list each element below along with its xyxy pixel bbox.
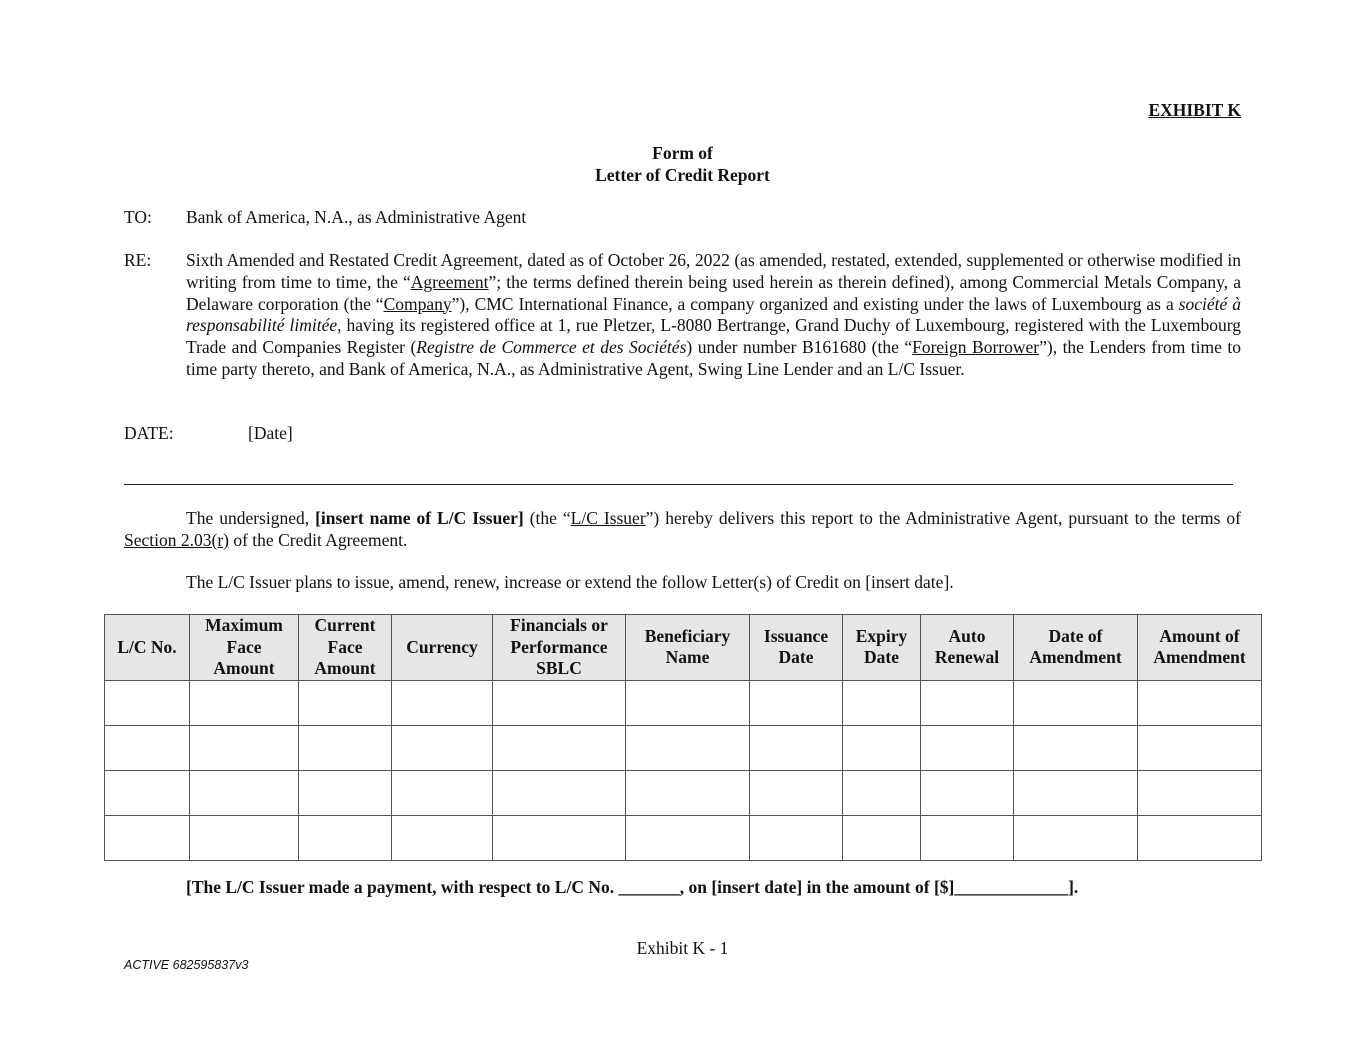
re-paragraph: Sixth Amended and Restated Credit Agreement, dated as of October 26, 2022 (as amended, restated, extended, supplemented or otherwise modified in writing from time to time, the “Agreement”; the terms defined therein being used herein as therein defined), among Commercial Metals Company, a Delaware corporation (the “Company”), CMC International Finance, a company organized and existing under the laws of Luxembourg as a société à responsabilité limitée, having its registered office at 1, rue Pletzer, L-8080 Bertrange, Grand Duchy of Luxembourg, registered with the Luxembourg Trade and Companies Register (Registre de Commerce et des Sociétés) under number B161680 (the “Foreign Borrower”), the Lenders from time to time party thereto, and Bank of America, N.A., as Administrative Agent, Swing Line Lender and an L/C Issuer.	[186, 250, 1242, 379]
table-cell	[750, 680, 843, 725]
section-reference: Section 2.03(r)	[124, 529, 229, 550]
table-cell	[1014, 725, 1138, 770]
table-cell	[1014, 770, 1138, 815]
table-cell	[626, 770, 750, 815]
table-cell	[750, 815, 843, 860]
column-header	[921, 615, 1014, 681]
defined-term-foreign-borrower: Foreign Borrower	[912, 337, 1040, 358]
column-header-line: Beneficiary	[644, 625, 731, 646]
date-value: [Date]	[248, 423, 293, 443]
column-header	[1138, 615, 1262, 681]
table-cell	[190, 725, 299, 770]
table-cell	[299, 680, 392, 725]
horizontal-divider	[124, 484, 1233, 485]
column-header-line: Amount of	[1159, 625, 1240, 646]
column-header-line: Amendment	[1153, 647, 1246, 668]
table-cell	[392, 815, 493, 860]
column-header-line: L/C No.	[117, 636, 177, 657]
column-header-line: Face	[327, 636, 363, 657]
table-cell	[1138, 680, 1262, 725]
column-header	[392, 615, 493, 681]
column-header-line: Currency	[406, 636, 478, 657]
table-cell	[921, 770, 1014, 815]
table-cell	[493, 770, 626, 815]
column-header-line: Maximum	[205, 615, 283, 635]
table-cell	[493, 725, 626, 770]
table-cell	[190, 680, 299, 725]
table-cell	[1014, 815, 1138, 860]
column-header-line: Face	[226, 636, 262, 657]
delivery-paragraph: The undersigned, [insert name of L/C Issuer] (the “L/C Issuer”) hereby delivers this report to the Administrative Agent, pursuant to the terms of Section 2.03(r) of the Credit Agreement.	[124, 508, 1241, 550]
column-header-line: Financials or	[510, 615, 608, 635]
table-cell	[921, 725, 1014, 770]
table-row	[105, 770, 1262, 815]
table-cell	[1138, 815, 1262, 860]
table-cell	[921, 680, 1014, 725]
page-number: Exhibit K - 1	[636, 938, 729, 958]
column-header	[626, 615, 750, 681]
document-title	[0, 142, 1365, 186]
defined-term-company: Company	[383, 293, 452, 314]
to-label: TO:	[124, 207, 152, 227]
re-label: RE:	[124, 250, 152, 270]
column-header-line: Date of	[1048, 625, 1103, 646]
defined-term-agreement: Agreement	[410, 271, 489, 292]
defined-term-lc-issuer: L/C Issuer	[570, 508, 646, 528]
title-line-report: Letter of Credit Report	[595, 165, 770, 185]
column-header	[299, 615, 392, 681]
table-cell	[626, 680, 750, 725]
column-header	[843, 615, 921, 681]
table-cell	[1138, 725, 1262, 770]
column-header-line: Name	[665, 647, 710, 668]
title-line-form-of: Form of	[652, 143, 713, 163]
table-cell	[843, 815, 921, 860]
table-cell	[105, 770, 190, 815]
issuance-plan-paragraph: The L/C Issuer plans to issue, amend, renew, increase or extend the follow Letter(s) of Credit on [insert date].	[186, 572, 954, 592]
document-id: ACTIVE 682595837v3	[124, 958, 249, 972]
column-header	[493, 615, 626, 681]
payment-statement: [The L/C Issuer made a payment, with respect to L/C No. _______, on [insert date] in the amount of [$]_____________].	[186, 877, 1079, 897]
column-header	[1014, 615, 1138, 681]
table-row	[105, 815, 1262, 860]
table-cell	[750, 725, 843, 770]
column-header-line: Amendment	[1029, 647, 1122, 668]
table-header-row	[105, 615, 1262, 681]
table-cell	[493, 680, 626, 725]
table-cell	[392, 725, 493, 770]
table-row	[105, 680, 1262, 725]
table-cell	[843, 770, 921, 815]
table-cell	[1014, 680, 1138, 725]
column-header-line: Expiry	[855, 625, 908, 646]
table-cell	[299, 770, 392, 815]
column-header	[105, 615, 190, 681]
table-cell	[843, 680, 921, 725]
table-cell	[493, 815, 626, 860]
column-header	[190, 615, 299, 681]
table-row	[105, 725, 1262, 770]
date-label: DATE:	[124, 423, 174, 443]
table-cell	[921, 815, 1014, 860]
italic-sarl: société à responsabilité limitée,	[186, 293, 1241, 336]
column-header-line: Amount	[314, 658, 376, 678]
column-header-line: Issuance	[763, 625, 829, 646]
column-header-line: Performance	[510, 636, 608, 657]
lc-issuer-name-placeholder: [insert name of L/C Issuer]	[315, 508, 524, 528]
table-cell	[190, 770, 299, 815]
column-header-line: Date	[778, 647, 814, 668]
table-cell	[1138, 770, 1262, 815]
column-header-line: Renewal	[934, 647, 1000, 668]
table-cell	[105, 680, 190, 725]
table-cell	[392, 680, 493, 725]
italic-registre: Registre de Commerce et des Sociétés	[416, 337, 687, 358]
table-cell	[626, 725, 750, 770]
table-cell	[750, 770, 843, 815]
table-cell	[626, 815, 750, 860]
column-header-line: SBLC	[536, 658, 582, 678]
column-header-line: Current	[314, 615, 376, 635]
table-cell	[105, 815, 190, 860]
letter-of-credit-table	[104, 614, 1262, 861]
column-header	[750, 615, 843, 681]
exhibit-label: EXHIBIT K	[1148, 100, 1241, 120]
column-header-line: Auto	[948, 625, 986, 646]
column-header-line: Amount	[213, 658, 275, 678]
table-cell	[299, 725, 392, 770]
to-recipient: Bank of America, N.A., as Administrative Agent	[186, 207, 527, 227]
table-cell	[392, 770, 493, 815]
table-cell	[105, 725, 190, 770]
table-cell	[843, 725, 921, 770]
table-cell	[299, 815, 392, 860]
table-cell	[190, 815, 299, 860]
column-header-line: Date	[864, 647, 899, 668]
